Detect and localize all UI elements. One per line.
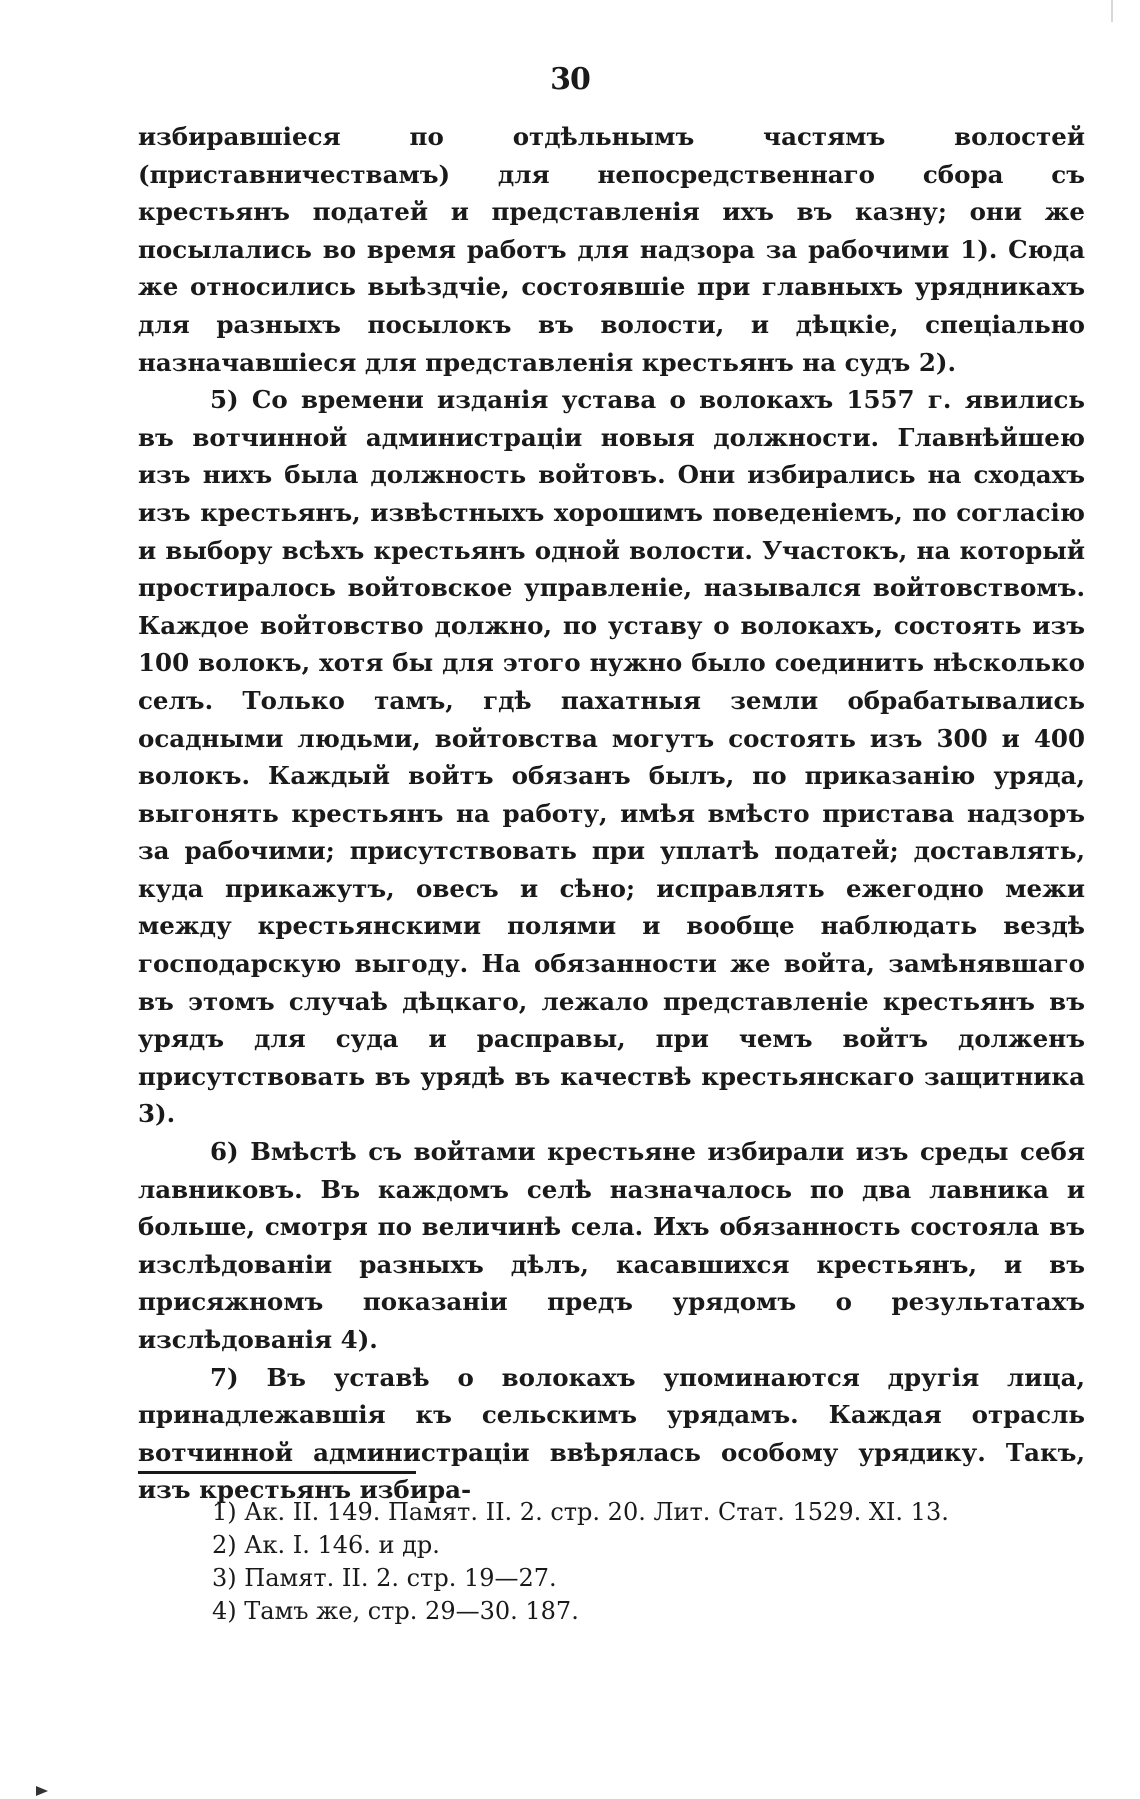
footnote-4	[212, 1595, 1092, 1628]
scan-edge-mark	[1111, 0, 1113, 22]
footnote-text: Памят. II. 2. стр. 19—27.	[244, 1564, 557, 1592]
footnote-1	[212, 1496, 1092, 1529]
paragraph-1: избиравшіеся по отдѣльнымъ частямъ волостей (приставничествамъ) для непосредственнаго сбора съ крестьянъ податей и представленія ихъ въ казну; они же посылались во время работъ для надзора за рабочими 1). Сюда же относились выѣздчіе, состоявшіе при главныхъ урядникахъ для разныхъ посылокъ въ волости, и дѣцкіе, спеціально назначавшіеся для представленія крестьянъ на судъ 2).	[138, 122, 1085, 377]
page-number: 30	[550, 62, 590, 97]
footnote-separator	[138, 1471, 416, 1474]
footnote-number: 2)	[212, 1531, 237, 1559]
footnote-number: 1)	[212, 1498, 237, 1526]
footnote-2	[212, 1529, 1092, 1562]
footnotes	[212, 1496, 1092, 1628]
footnote-text: Ак. I. 146. и др.	[244, 1531, 440, 1559]
footnote-3	[212, 1562, 1092, 1595]
footnote-text: Тамъ же, стр. 29—30. 187.	[244, 1597, 579, 1625]
footnote-text: Ак. II. 149. Памят. II. 2. стр. 20. Лит. Стат. 1529. XI. 13.	[244, 1498, 949, 1526]
scan-arrow-mark	[36, 1786, 48, 1796]
paragraph-4: 7) Въ уставѣ о волокахъ упоминаются другія лица, принадлежавшія къ сельскимъ урядамъ. Каждая отрасль вотчинной администраціи ввѣрялась особому урядику. Такъ, изъ крестьянъ избира-	[138, 1362, 1085, 1505]
paragraph-3: 6) Вмѣстѣ съ войтами крестьяне избирали изъ среды себя лавниковъ. Въ каждомъ селѣ назначалось по два лавника и больше, смотря по величинѣ села. Ихъ обязанность состояла въ изслѣдованіи разныхъ дѣлъ, касавшихся крестьянъ, и въ присяжномъ показаніи предъ урядомъ о результатахъ изслѣдованія 4).	[138, 1137, 1085, 1354]
main-text	[138, 118, 1085, 1509]
footnote-number: 3)	[212, 1564, 237, 1592]
footnote-number: 4)	[212, 1597, 237, 1625]
paragraph-2: 5) Со времени изданія устава о волокахъ 1557 г. явились въ вотчинной администраціи новыя должности. Главнѣйшею изъ нихъ была должность войтовъ. Они избирались на сходахъ изъ крестьянъ, извѣстныхъ хорошимъ поведеніемъ, по согласію и выбору всѣхъ крестьянъ одной волости. Участокъ, на который простиралось войтовское управленіе, назывался войтовствомъ. Каждое войтовство должно, по уставу о волокахъ, состоять изъ 100 волокъ, хотя бы для этого нужно было соединить нѣсколько селъ. Только тамъ, гдѣ пахатныя земли обрабатывались осадными людьми, войтовства могутъ состоять изъ 300 и 400 волокъ. Каждый войтъ обязанъ былъ, по приказанію уряда, выгонять крестьянъ на работу, имѣя вмѣсто пристава надзоръ за рабочими; присутствовать при уплатѣ податей; доставлять, куда прикажутъ, овесъ и сѣно; исправлять ежегодно межи между крестьянскими полями и вообще наблюдать вездѣ господарскую выгоду. На обязанности же войта, замѣнявшаго въ этомъ случаѣ дѣцкаго, лежало представленіе крестьянъ въ урядъ для суда и расправы, при чемъ войтъ долженъ присутствовать въ урядѣ въ качествѣ крестьянскаго защитника 3).	[138, 385, 1085, 1129]
